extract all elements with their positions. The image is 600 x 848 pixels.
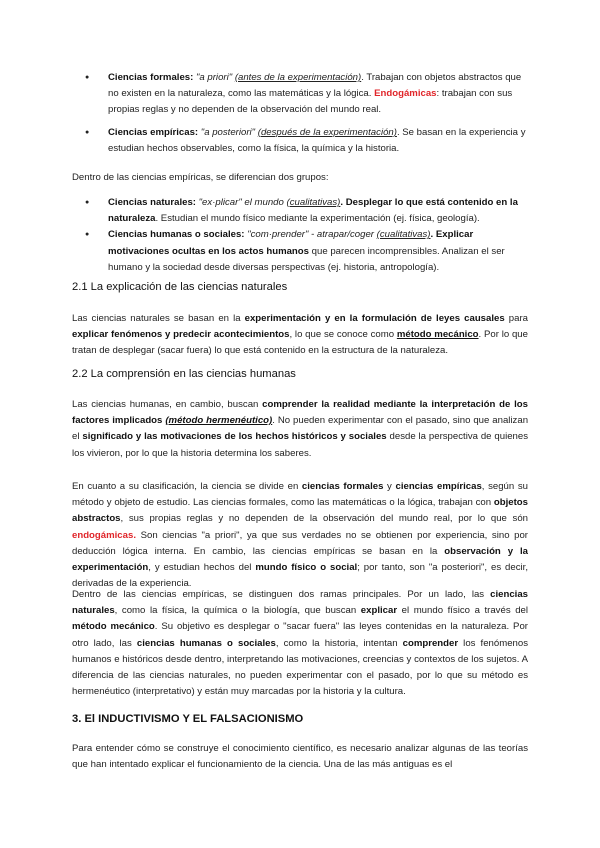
section-heading-2-2: 2.2 La comprensión en las ciencias humanas <box>72 368 296 380</box>
paragraph-2-1: Las ciencias naturales se basan en la experimentación y en la formulación de leyes causales para explicar fenómenos y predecir acontecimientos, lo que se conoce como método mecánico. Por lo que tratan de desplegar (sacar fuera) lo que está contenido en la estructura de la naturaleza. <box>72 313 528 357</box>
paragraph-2-2: Las ciencias humanas, en cambio, buscan comprender la realidad mediante la interpretación de los factores implicados (método hermenéutico). No pueden experimentar con el pasado, sino que analizan el significado y las motivaciones de los hechos históricos y sociales desde la perspectiva de quienes los vivieron, por lo que la historia determina los saberes. <box>72 399 529 459</box>
paragraph-classification: En cuanto a su clasificación, la ciencia se divide en ciencias formales y ciencias empíricas, según su método y objeto de estudio. Las ciencias formales, como las matemáticas o la lógica, trabajan con objetos abstractos, sus propias reglas y no dependen de la observación del mundo real, por lo que són endogámicas. Son ciencias "a priori", ya que sus verdades no se obtienen por experiencia, sino por deducción lógica interna. En cambio, las ciencias empíricas se basan en la observación y la experimentación, y estudian hechos del mundo físico o social; por tanto, son "a posteriori", es decir, derivadas de la experiencia. <box>72 481 528 590</box>
section-heading-2-1: 2.1 La explicación de las ciencias naturales <box>72 281 288 293</box>
list-item-humanas: ● Ciencias humanas o sociales: "com·prender" - atrapar/coger (cualitativas). Explicar motivaciones ocultas en los actos humanos que parecen incomprensibles. Analizan el ser humano y la sociedad desde diversas perspectivas (ej. historia, antropología). <box>72 227 528 276</box>
section-heading-3: 3. El INDUCTIVISMO Y EL FALSACIONISMO <box>72 713 304 725</box>
list-item-naturales: ● Ciencias naturales: "ex·plicar" el mundo (cualitativas). Desplegar lo que está contenido en la naturaleza. Estudian el mundo físico mediante la experimentación (ej. física, geología). <box>72 195 528 227</box>
list-item-empiricas: ● Ciencias empíricas: "a posteriori" (después de la experimentación). Se basan en la experiencia y estudian hechos observables, como la física, la química y la historia. <box>72 125 528 157</box>
empirical-groups-list <box>72 195 528 276</box>
science-types-list <box>72 70 528 119</box>
list-item-formales: ● Ciencias formales: "a priori" (antes de la experimentación). Trabajan con objetos abstractos que no existen en la naturaleza, como las matemáticas y la lógica. Endogámicas: trabajan con sus propias reglas y no dependen de la observación del mundo real. <box>72 70 528 119</box>
paragraph-branches: Dentro de las ciencias empíricas, se distinguen dos ramas principales. Por un lado, las ciencias naturales, como la física, la química o la biología, que buscan explicar el mundo físico a través del método mecánico. Su objetivo es desplegar o "sacar fuera" las leyes contenidas en la naturaleza. Por otro lado, las ciencias humanas o sociales, como la historia, intentan comprender los fenómenos humanos e históricos desde dentro, interpretando las motivaciones, creencias y contextos de los sujetos. A diferencia de las ciencias naturales, no pueden experimentar con el pasado, por lo que su método es hermenéutico (interpretativo) y están muy marcadas por la historia y la cultura. <box>72 589 529 698</box>
science-types-list-2 <box>72 125 528 157</box>
paragraph-3: Para entender cómo se construye el conocimiento científico, es necesario analizar algunas de las teorías que han intentado explicar el funcionamiento de la ciencia. Una de las más antiguas es el <box>72 743 528 771</box>
intro-groups: Dentro de las ciencias empíricas, se diferencian dos grupos: <box>72 172 329 183</box>
